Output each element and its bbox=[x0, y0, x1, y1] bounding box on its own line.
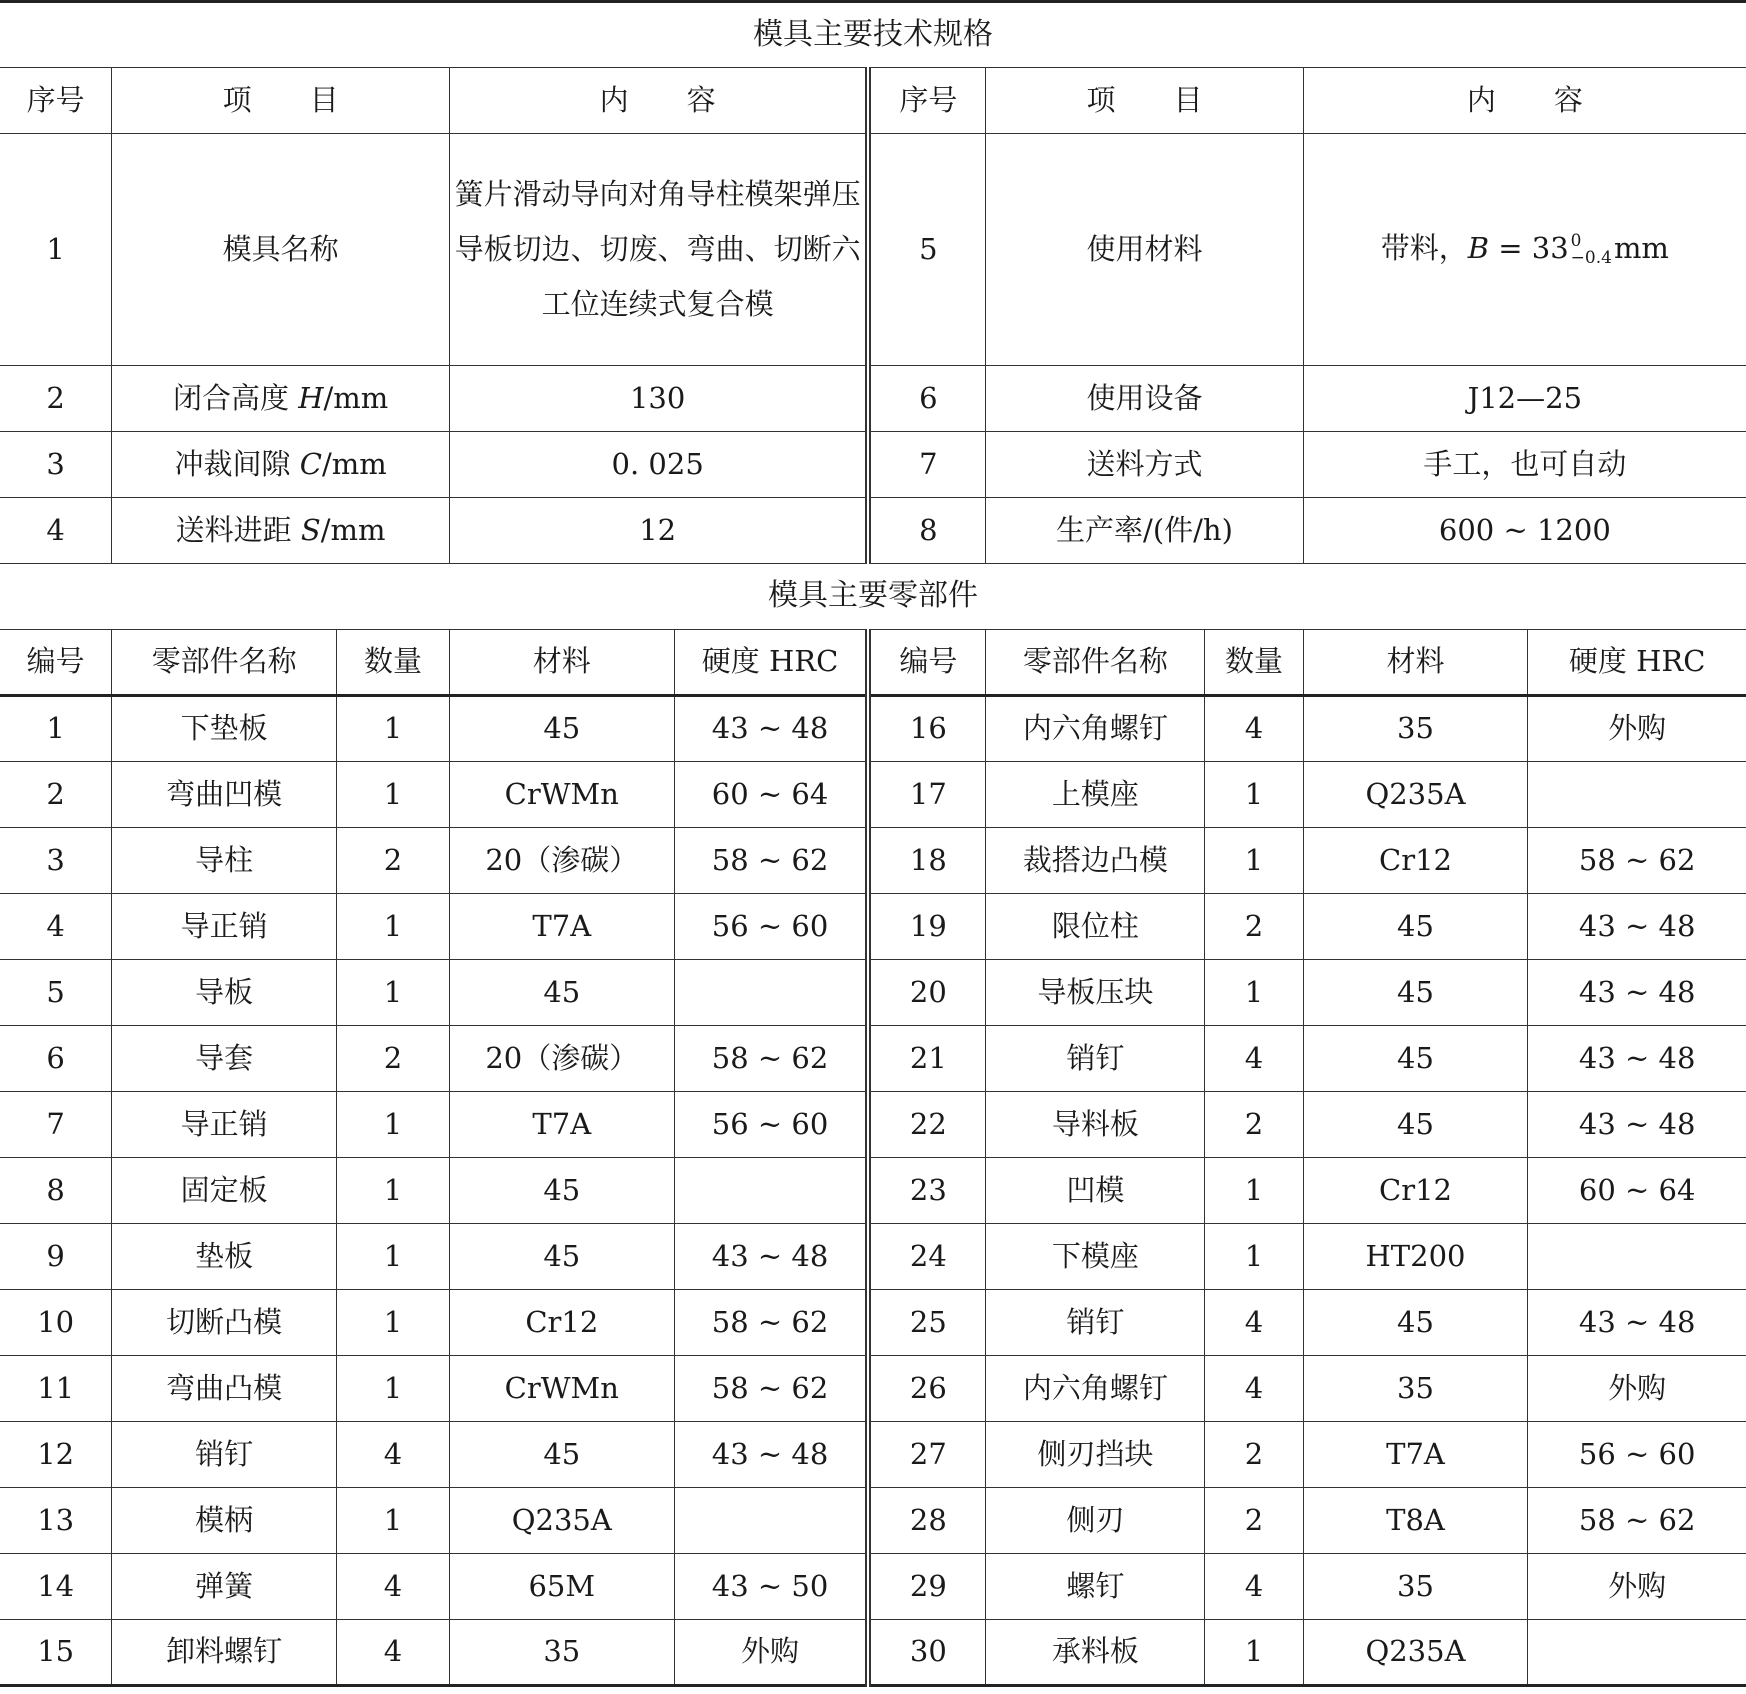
spec-content-right: 手工，也可自动 bbox=[1303, 432, 1746, 498]
part-qty-right: 4 bbox=[1205, 1026, 1303, 1092]
part-material: 35 bbox=[449, 1620, 674, 1686]
part-no: 2 bbox=[0, 762, 112, 828]
part-name: 弯曲凹模 bbox=[112, 762, 337, 828]
part-name: 切断凸模 bbox=[112, 1290, 337, 1356]
parts-header-material: 材料 bbox=[449, 630, 674, 696]
part-name-right: 内六角螺钉 bbox=[986, 1356, 1205, 1422]
spec-content-right: 600 ~ 1200 bbox=[1303, 498, 1746, 564]
part-material-right: 35 bbox=[1303, 1554, 1528, 1620]
part-name-right: 承料板 bbox=[986, 1620, 1205, 1686]
part-material-right: 45 bbox=[1303, 1026, 1528, 1092]
part-name: 导正销 bbox=[112, 894, 337, 960]
parts-header-material-right: 材料 bbox=[1303, 630, 1528, 696]
part-hardness: 外购 bbox=[674, 1620, 868, 1686]
part-hardness-right bbox=[1528, 1224, 1746, 1290]
parts-header-qty-right: 数量 bbox=[1205, 630, 1303, 696]
part-qty: 4 bbox=[337, 1554, 450, 1620]
part-no-right: 21 bbox=[868, 1026, 985, 1092]
part-material-right: HT200 bbox=[1303, 1224, 1528, 1290]
part-hardness: 58 ~ 62 bbox=[674, 828, 868, 894]
part-qty-right: 1 bbox=[1205, 1158, 1303, 1224]
part-hardness: 58 ~ 62 bbox=[674, 1290, 868, 1356]
parts-row bbox=[0, 960, 1746, 1026]
part-hardness bbox=[674, 1158, 868, 1224]
material-width-var: B bbox=[1467, 231, 1490, 265]
part-hardness: 58 ~ 62 bbox=[674, 1356, 868, 1422]
part-material: Q235A bbox=[449, 1488, 674, 1554]
part-qty-right: 2 bbox=[1205, 1422, 1303, 1488]
part-material-right: Q235A bbox=[1303, 762, 1528, 828]
part-no-right: 24 bbox=[868, 1224, 985, 1290]
part-qty: 1 bbox=[337, 1356, 450, 1422]
spec-item-var: S bbox=[300, 512, 321, 547]
part-material: 45 bbox=[449, 1422, 674, 1488]
tolerance-lower: −0.4 bbox=[1570, 248, 1612, 268]
part-material: 20（渗碳） bbox=[449, 1026, 674, 1092]
material-unit: mm bbox=[1613, 231, 1669, 265]
part-material-right: 45 bbox=[1303, 1092, 1528, 1158]
part-no-right: 19 bbox=[868, 894, 985, 960]
spec-row bbox=[0, 366, 1746, 432]
part-material-right: Q235A bbox=[1303, 1620, 1528, 1686]
part-material: 20（渗碳） bbox=[449, 828, 674, 894]
part-no: 5 bbox=[0, 960, 112, 1026]
part-material-right: T8A bbox=[1303, 1488, 1528, 1554]
part-hardness: 43 ~ 50 bbox=[674, 1554, 868, 1620]
part-no: 8 bbox=[0, 1158, 112, 1224]
spec-no: 3 bbox=[0, 432, 112, 498]
part-no: 9 bbox=[0, 1224, 112, 1290]
part-material: 45 bbox=[449, 1158, 674, 1224]
part-qty-right: 2 bbox=[1205, 1488, 1303, 1554]
part-name: 模柄 bbox=[112, 1488, 337, 1554]
part-material-right: 35 bbox=[1303, 696, 1528, 762]
part-hardness: 58 ~ 62 bbox=[674, 1026, 868, 1092]
part-hardness bbox=[674, 1488, 868, 1554]
parts-row bbox=[0, 1620, 1746, 1686]
spec-header-content: 内 容 bbox=[449, 68, 868, 134]
part-no-right: 26 bbox=[868, 1356, 985, 1422]
part-qty-right: 4 bbox=[1205, 1290, 1303, 1356]
parts-header-name-right: 零部件名称 bbox=[986, 630, 1205, 696]
part-hardness-right: 外购 bbox=[1528, 696, 1746, 762]
part-qty-right: 1 bbox=[1205, 828, 1303, 894]
parts-title: 模具主要零部件 bbox=[0, 564, 1746, 630]
part-hardness-right: 43 ~ 48 bbox=[1528, 1290, 1746, 1356]
part-qty: 1 bbox=[337, 762, 450, 828]
part-name-right: 内六角螺钉 bbox=[986, 696, 1205, 762]
spec-item-right: 使用材料 bbox=[986, 134, 1303, 366]
part-name: 卸料螺钉 bbox=[112, 1620, 337, 1686]
part-name-right: 限位柱 bbox=[986, 894, 1205, 960]
spec-no-right: 7 bbox=[868, 432, 985, 498]
parts-row bbox=[0, 1290, 1746, 1356]
part-qty: 1 bbox=[337, 1158, 450, 1224]
spec-item-label: 冲裁间隙 bbox=[174, 446, 300, 481]
part-no: 14 bbox=[0, 1554, 112, 1620]
part-no-right: 20 bbox=[868, 960, 985, 1026]
part-hardness-right bbox=[1528, 762, 1746, 828]
spec-row bbox=[0, 134, 1746, 366]
spec-item-right: 送料方式 bbox=[986, 432, 1303, 498]
part-material-right: T7A bbox=[1303, 1422, 1528, 1488]
spec-header-no: 序号 bbox=[0, 68, 112, 134]
part-material: T7A bbox=[449, 1092, 674, 1158]
parts-row bbox=[0, 1422, 1746, 1488]
part-name: 导柱 bbox=[112, 828, 337, 894]
part-material-right: 45 bbox=[1303, 894, 1528, 960]
part-qty-right: 1 bbox=[1205, 762, 1303, 828]
part-name: 下垫板 bbox=[112, 696, 337, 762]
part-name: 导套 bbox=[112, 1026, 337, 1092]
part-name-right: 下模座 bbox=[986, 1224, 1205, 1290]
spec-item-right: 生产率/(件/h) bbox=[986, 498, 1303, 564]
part-material: 45 bbox=[449, 960, 674, 1026]
parts-header-no-right: 编号 bbox=[868, 630, 985, 696]
spec-item-unit: /mm bbox=[321, 446, 387, 481]
part-no-right: 27 bbox=[868, 1422, 985, 1488]
part-no: 10 bbox=[0, 1290, 112, 1356]
part-name: 销钉 bbox=[112, 1422, 337, 1488]
spec-item-right: 使用设备 bbox=[986, 366, 1303, 432]
parts-header-qty: 数量 bbox=[337, 630, 450, 696]
part-qty-right: 4 bbox=[1205, 1356, 1303, 1422]
part-name: 弯曲凸模 bbox=[112, 1356, 337, 1422]
part-name-right: 销钉 bbox=[986, 1290, 1205, 1356]
parts-row bbox=[0, 1026, 1746, 1092]
spec-header-no-right: 序号 bbox=[868, 68, 985, 134]
spec-item bbox=[112, 366, 450, 432]
parts-row bbox=[0, 828, 1746, 894]
part-no-right: 18 bbox=[868, 828, 985, 894]
part-no: 6 bbox=[0, 1026, 112, 1092]
part-no-right: 28 bbox=[868, 1488, 985, 1554]
part-material: 45 bbox=[449, 1224, 674, 1290]
part-qty-right: 2 bbox=[1205, 1092, 1303, 1158]
part-qty: 2 bbox=[337, 1026, 450, 1092]
part-qty: 4 bbox=[337, 1620, 450, 1686]
spec-item bbox=[112, 432, 450, 498]
part-name: 导正销 bbox=[112, 1092, 337, 1158]
part-qty-right: 4 bbox=[1205, 1554, 1303, 1620]
part-hardness-right: 43 ~ 48 bbox=[1528, 960, 1746, 1026]
part-name-right: 裁搭边凸模 bbox=[986, 828, 1205, 894]
part-material: CrWMn bbox=[449, 762, 674, 828]
part-hardness: 56 ~ 60 bbox=[674, 1092, 868, 1158]
part-no-right: 29 bbox=[868, 1554, 985, 1620]
spec-content: 12 bbox=[449, 498, 868, 564]
part-qty: 1 bbox=[337, 1224, 450, 1290]
part-no-right: 25 bbox=[868, 1290, 985, 1356]
part-qty: 2 bbox=[337, 828, 450, 894]
spec-item-label: 闭合高度 bbox=[172, 380, 299, 415]
part-hardness-right: 60 ~ 64 bbox=[1528, 1158, 1746, 1224]
parts-row bbox=[0, 1356, 1746, 1422]
parts-row bbox=[0, 1554, 1746, 1620]
parts-row bbox=[0, 762, 1746, 828]
spec-no: 4 bbox=[0, 498, 112, 564]
part-hardness: 43 ~ 48 bbox=[674, 1422, 868, 1488]
spec-header-content-right: 内 容 bbox=[1303, 68, 1746, 134]
material-prefix: 带料， bbox=[1380, 231, 1468, 265]
spec-no: 2 bbox=[0, 366, 112, 432]
part-qty: 1 bbox=[337, 1092, 450, 1158]
part-no: 4 bbox=[0, 894, 112, 960]
part-no-right: 30 bbox=[868, 1620, 985, 1686]
part-hardness: 56 ~ 60 bbox=[674, 894, 868, 960]
parts-row bbox=[0, 696, 1746, 762]
spec-header-row bbox=[0, 68, 1746, 134]
part-name-right: 销钉 bbox=[986, 1026, 1205, 1092]
spec-row bbox=[0, 432, 1746, 498]
part-qty-right: 1 bbox=[1205, 1224, 1303, 1290]
part-no: 13 bbox=[0, 1488, 112, 1554]
parts-title-row bbox=[0, 564, 1746, 630]
part-material-right: 45 bbox=[1303, 1290, 1528, 1356]
part-no: 1 bbox=[0, 696, 112, 762]
spec-item-unit: /mm bbox=[320, 512, 386, 547]
spec-title-row bbox=[0, 2, 1746, 68]
part-name: 固定板 bbox=[112, 1158, 337, 1224]
part-no: 15 bbox=[0, 1620, 112, 1686]
part-no: 12 bbox=[0, 1422, 112, 1488]
spec-item-var: C bbox=[299, 446, 322, 481]
parts-header-hardness: 硬度 HRC bbox=[674, 630, 868, 696]
spec-item: 模具名称 bbox=[112, 134, 450, 366]
part-material: Cr12 bbox=[449, 1290, 674, 1356]
spec-content-right: J12—25 bbox=[1303, 366, 1746, 432]
part-no: 7 bbox=[0, 1092, 112, 1158]
spec-row bbox=[0, 498, 1746, 564]
spec-item-var: H bbox=[298, 380, 324, 415]
part-hardness-right bbox=[1528, 1620, 1746, 1686]
parts-header-hardness-right: 硬度 HRC bbox=[1528, 630, 1746, 696]
part-no-right: 16 bbox=[868, 696, 985, 762]
part-hardness-right: 外购 bbox=[1528, 1356, 1746, 1422]
part-no-right: 22 bbox=[868, 1092, 985, 1158]
parts-header-no: 编号 bbox=[0, 630, 112, 696]
parts-row bbox=[0, 1092, 1746, 1158]
part-hardness bbox=[674, 960, 868, 1026]
spec-item bbox=[112, 498, 450, 564]
parts-header-name: 零部件名称 bbox=[112, 630, 337, 696]
part-hardness: 60 ~ 64 bbox=[674, 762, 868, 828]
spec-header-item: 项 目 bbox=[112, 68, 450, 134]
spec-title: 模具主要技术规格 bbox=[0, 2, 1746, 68]
part-material-right: 45 bbox=[1303, 960, 1528, 1026]
parts-row bbox=[0, 1488, 1746, 1554]
part-qty: 1 bbox=[337, 1290, 450, 1356]
part-hardness-right: 43 ~ 48 bbox=[1528, 1026, 1746, 1092]
part-hardness-right: 43 ~ 48 bbox=[1528, 1092, 1746, 1158]
part-no: 11 bbox=[0, 1356, 112, 1422]
part-material: 65M bbox=[449, 1554, 674, 1620]
spec-no-right: 8 bbox=[868, 498, 985, 564]
spec-content: 130 bbox=[449, 366, 868, 432]
part-name: 导板 bbox=[112, 960, 337, 1026]
spec-content: 0. 025 bbox=[449, 432, 868, 498]
part-name-right: 侧刃挡块 bbox=[986, 1422, 1205, 1488]
part-hardness: 43 ~ 48 bbox=[674, 696, 868, 762]
spec-item-label: 送料进距 bbox=[175, 512, 301, 547]
spec-item-unit: /mm bbox=[323, 380, 389, 415]
part-no: 3 bbox=[0, 828, 112, 894]
part-hardness-right: 外购 bbox=[1528, 1554, 1746, 1620]
spec-header-item-right: 项 目 bbox=[986, 68, 1303, 134]
part-qty: 1 bbox=[337, 696, 450, 762]
part-material-right: 35 bbox=[1303, 1356, 1528, 1422]
part-name-right: 导料板 bbox=[986, 1092, 1205, 1158]
part-material: T7A bbox=[449, 894, 674, 960]
part-qty-right: 2 bbox=[1205, 894, 1303, 960]
parts-row bbox=[0, 1158, 1746, 1224]
part-material-right: Cr12 bbox=[1303, 1158, 1528, 1224]
part-name-right: 侧刃 bbox=[986, 1488, 1205, 1554]
part-hardness-right: 43 ~ 48 bbox=[1528, 894, 1746, 960]
material-width-value: = 33 bbox=[1489, 231, 1569, 265]
part-no-right: 17 bbox=[868, 762, 985, 828]
part-qty: 1 bbox=[337, 960, 450, 1026]
part-name-right: 上模座 bbox=[986, 762, 1205, 828]
part-qty: 4 bbox=[337, 1422, 450, 1488]
part-qty: 1 bbox=[337, 1488, 450, 1554]
part-qty-right: 1 bbox=[1205, 1620, 1303, 1686]
part-name: 垫板 bbox=[112, 1224, 337, 1290]
part-hardness-right: 56 ~ 60 bbox=[1528, 1422, 1746, 1488]
part-name: 弹簧 bbox=[112, 1554, 337, 1620]
parts-header-row bbox=[0, 630, 1746, 696]
spec-no: 1 bbox=[0, 134, 112, 366]
part-qty-right: 1 bbox=[1205, 960, 1303, 1026]
part-hardness-right: 58 ~ 62 bbox=[1528, 828, 1746, 894]
parts-body bbox=[0, 696, 1746, 1686]
part-qty-right: 4 bbox=[1205, 696, 1303, 762]
parts-row bbox=[0, 1224, 1746, 1290]
parts-row bbox=[0, 894, 1746, 960]
part-name-right: 凹模 bbox=[986, 1158, 1205, 1224]
material-tolerance bbox=[1571, 233, 1612, 267]
spec-no-right: 6 bbox=[868, 366, 985, 432]
spec-no-right: 5 bbox=[868, 134, 985, 366]
part-qty: 1 bbox=[337, 894, 450, 960]
part-hardness: 43 ~ 48 bbox=[674, 1224, 868, 1290]
spec-content: 簧片滑动导向对角导柱模架弹压导板切边、切废、弯曲、切断六工位连续式复合模 bbox=[449, 134, 868, 366]
spec-content-right bbox=[1303, 134, 1746, 366]
part-material-right: Cr12 bbox=[1303, 828, 1528, 894]
part-material: CrWMn bbox=[449, 1356, 674, 1422]
part-name-right: 导板压块 bbox=[986, 960, 1205, 1026]
part-hardness-right: 58 ~ 62 bbox=[1528, 1488, 1746, 1554]
tolerance-upper: 0 bbox=[1570, 231, 1582, 251]
part-material: 45 bbox=[449, 696, 674, 762]
part-no-right: 23 bbox=[868, 1158, 985, 1224]
part-name-right: 螺钉 bbox=[986, 1554, 1205, 1620]
